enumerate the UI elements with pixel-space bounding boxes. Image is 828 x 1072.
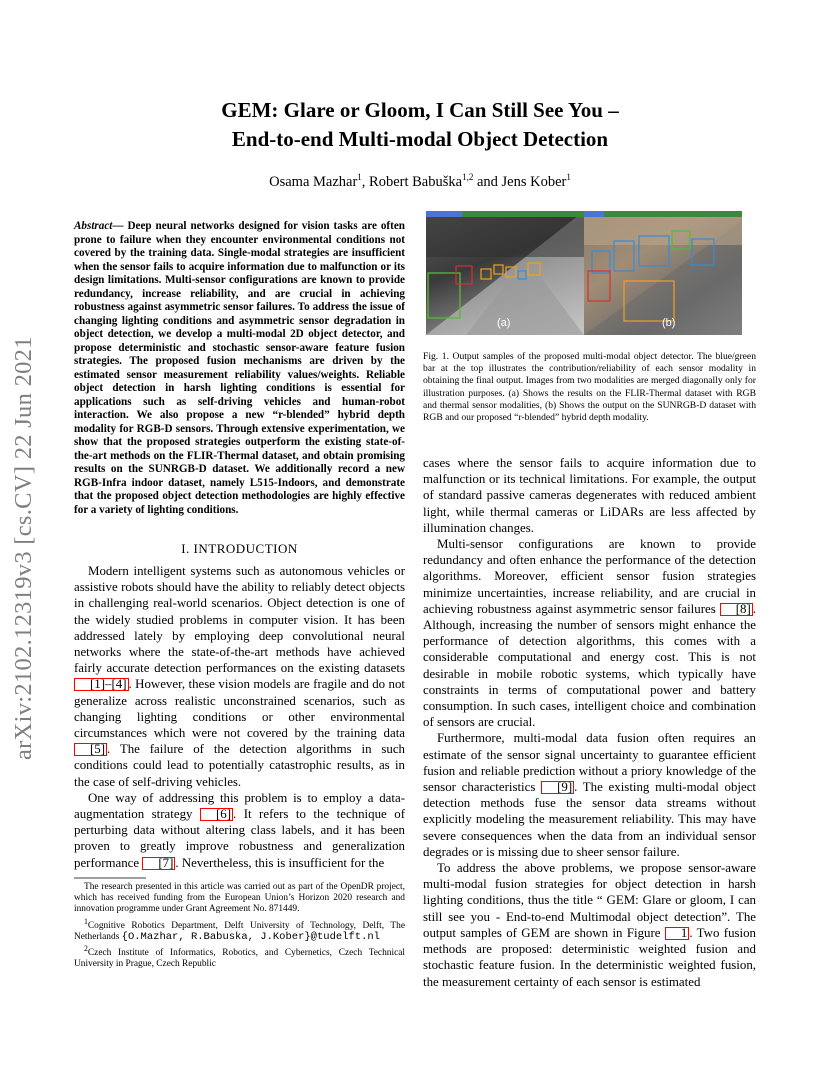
paragraph: [423, 730, 756, 860]
author-name: Osama Mazhar: [269, 173, 358, 190]
text-run: To address the above problems, we propose sensor-aware multi-modal fusion strategies for object detection in harsh lighting conditions, thus the title “ GEM: Glare or gloom, I can still see you - End-to-end Multimodal object detection”. The output samples of GEM are shown in Figure: [423, 861, 756, 940]
citation-link[interactable]: [7]: [142, 857, 175, 870]
citation-link[interactable]: [8]: [720, 603, 753, 616]
figure-reference-link[interactable]: 1: [665, 927, 689, 940]
affiliation-footnote: [74, 943, 405, 971]
affiliation-mark: 1: [357, 172, 362, 182]
author-emails: {O.Mazhar, R.Babuska, J.Kober}@tudelft.nl: [121, 930, 380, 943]
blue-reliability-bar: [426, 211, 462, 217]
footnote-rule: [74, 877, 146, 879]
figure-caption: Fig. 1. Output samples of the proposed multi-modal object detector. The blue/green bar at the top illustrates the contribution/reliability of each sensor modality in obtaining the final output. Images from two modalities are merged diagonally only for illustration purposes. (a) Shows the results on the FLIR-Thermal dataset with RGB and thermal sensor modalities, (b) Shows the output on the SUNRGB-D dataset with RGB and our proposed “r-blended” hybrid depth modality.: [423, 351, 756, 424]
arxiv-stamp: arXiv:2102.12319v3 [cs.CV] 22 Jun 2021: [10, 336, 37, 760]
panel-b-label: (b): [662, 317, 676, 329]
affiliation-footnote: [74, 916, 405, 944]
affiliation-mark: 1: [566, 172, 571, 182]
panel-a-label: (a): [497, 317, 511, 329]
citation-link[interactable]: [9]: [541, 781, 574, 794]
abstract-text: — Deep neural networks designed for vision tasks are often prone to failure when they encounter environmental conditions not covered by the training data. Single-modal strategies are insufficient when the sensor fails to acquire information due to malfunction or its design limitations. Multi-sensor configurations are known to provide redundancy, increase reliability, and are crucial in achieving robustness against asymmetric sensor failures. To address the issue of changing lighting conditions and asymmetric sensor degradation in object detection, we develop a multi-modal 2D object detector, and propose deterministic and stochastic sensor-aware feature fusion strategies. The proposed fusion mechanisms are driven by the estimated sensor measurement reliability values/weights. Reliable object detection in harsh lighting conditions is essential for applications such as self-driving vehicles and human-robot interaction. We also propose a new “r-blended” hybrid depth modality for RGB-D sensors. Through extensive experimentation, we show that the proposed strategies outperform the existing state-of-the-art methods on the FLIR-Thermal dataset, and obtain promising results on the SUNRGB-D dataset. We additionally record a new RGB-Infra indoor dataset, namely L515-Indoors, and demonstrate that the proposed object detection methodologies are highly effective for a variety of lighting conditions.: [74, 220, 405, 516]
paragraph: [74, 563, 405, 790]
text-run: One way of addressing this problem is to employ a data-augmentation strategy: [74, 790, 405, 822]
footnote-mark: 1: [84, 916, 88, 926]
abstract: [74, 220, 405, 517]
text-run: Multi-sensor configurations are known to provide redundancy and often enhance the performance of the detection algorithms. Moreover, efficient sensor fusion strategies minimize uncertainties, increase reliability, and are crucial in achieving robustness against asymmetric sensor failures: [423, 537, 756, 616]
author-separator: and: [473, 173, 502, 190]
figure-panel-b: [584, 211, 742, 335]
text-run: . Although, increasing the number of sensors might enhance the performance of detection algorithms, this comes with a considerable computational and energy cost. This is not desirable in mobile robotic systems, which typically have constraints in terms of computational power and battery consumption. In such cases, intelligent choice and combination of sensors are crucial.: [423, 601, 756, 730]
paragraph: [423, 860, 756, 990]
text-run: Furthermore, multi-modal data fusion often requires an estimate of the sensor signal uncertainty to guarantee efficient fusion and reliable prediction without a priory knowledge of the sensor characteristics: [423, 731, 756, 795]
footnotes: [74, 882, 405, 971]
author-name: Robert Babuška: [369, 173, 463, 190]
title-line-1: GEM: Glare or Gloom, I Can Still See You –: [221, 98, 619, 122]
citation-link[interactable]: [6]: [200, 808, 233, 821]
figure-panel-a: [426, 211, 584, 335]
text-run: . The failure of the detection algorithms in such conditions could lead to potentially catastrophic results, as in the case of self-driving vehicles.: [74, 742, 405, 789]
paragraph: [74, 790, 405, 871]
affiliation-mark: 1,2: [462, 172, 474, 182]
intro-column: [74, 563, 405, 871]
text-run: . Nevertheless, this is insufficient for the: [175, 855, 385, 870]
text-run: Modern intelligent systems such as autonomous vehicles or assistive robots should have the ability to reliably detect objects in challenging real-world scenarios. Object detection is one of the widely studied problems in computer vision. It has been addressed lately by employing deep convolutional neural networks where the state-of-the-art methods have achieved fairly accurate detection performances on the existing datasets: [74, 564, 405, 676]
footnote-mark: 2: [84, 944, 88, 954]
citation-link[interactable]: [1]–[4]: [74, 678, 129, 691]
blue-reliability-bar: [584, 211, 604, 217]
figure-1: [426, 211, 756, 335]
text-run: . However, these vision models are fragile and do not generalize across realistic unconstrained scenarios, such as changing lighting conditions or other environmental circumstances which were not covered by the training data: [74, 677, 405, 741]
green-reliability-bar: [604, 211, 742, 217]
paper-title: [60, 96, 780, 154]
right-column: [423, 455, 756, 990]
title-line-2: End-to-end Multi-modal Object Detection: [231, 127, 609, 151]
author-list: [60, 172, 780, 191]
paragraph: [423, 536, 756, 730]
funding-footnote: The research presented in this article was carried out as part of the OpenDR project, which has received funding from the European Union’s Horizon 2020 research and innovation programme under Grant Agreement No. 871449.: [74, 882, 405, 915]
author-separator: ,: [361, 173, 370, 190]
footnote-text: Cognitive Robotics Department, Delft University of Technology, Delft, The Netherlands: [74, 920, 405, 942]
author-name: Jens Kober: [501, 173, 567, 190]
text-run: . It refers to the technique of perturbing data without altering class labels, and it has been proven to greatly improve robustness and generalization performance: [74, 807, 405, 870]
text-run: . Two fusion methods are proposed: deterministic weighted fusion and stochastic feature fusion. In the deterministic weighted fusion, the measurement certainty of each sensor is estimated: [423, 925, 757, 989]
paragraph: cases where the sensor fails to acquire information due to malfunction or its technical limitations. For example, the output of standard passive cameras degenerates with reduced ambient light, while thermal cameras or LiDARs are less affected by illumination changes.: [423, 456, 756, 535]
section-heading: I. INTRODUCTION: [181, 541, 298, 556]
abstract-label: Abstract: [74, 220, 113, 232]
citation-link[interactable]: [5]: [74, 743, 107, 756]
text-run: . The existing multi-modal object detection methods fuse the sensor data streams without explicitly modeling the measurement reliability. This may have severe consequences when the data from an individual sensor degrades or is missing due to sheer sensor failure.: [423, 780, 757, 859]
footnote-text: Czech Institute of Informatics, Robotics, and Cybernetics, Czech Technical University in Prague, Czech Republic: [74, 948, 405, 970]
green-reliability-bar: [462, 211, 584, 217]
